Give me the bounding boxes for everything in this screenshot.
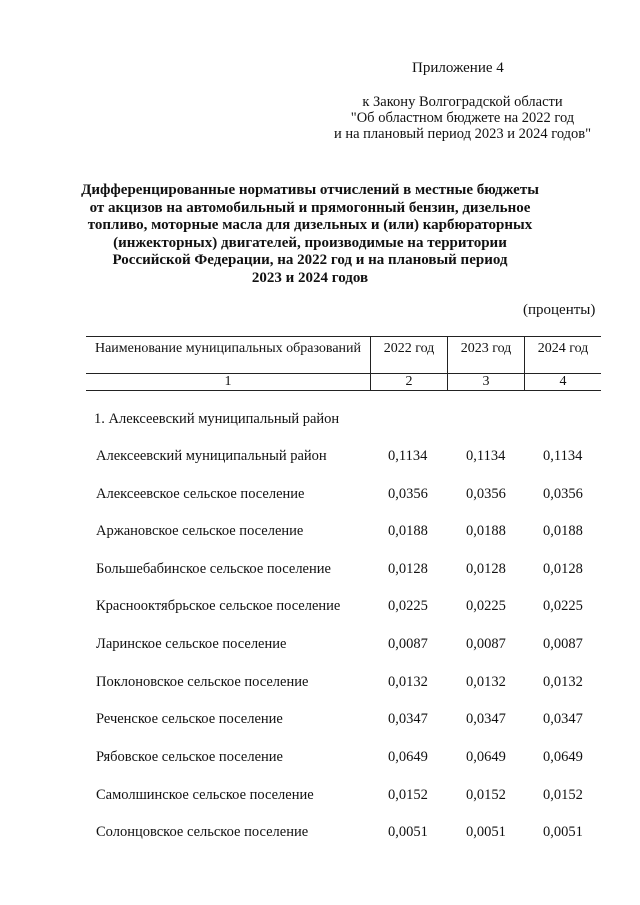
value-2022: 0,0356 (388, 486, 428, 502)
value-2023: 0,1134 (466, 448, 506, 464)
column-header-2024: 2024 год (525, 337, 602, 374)
column-number: 1 (86, 374, 371, 391)
value-2022: 0,0225 (388, 598, 428, 614)
value-2023: 0,0225 (466, 598, 506, 614)
column-number: 3 (448, 374, 525, 391)
value-2023: 0,0132 (466, 674, 506, 690)
value-2024: 0,0649 (543, 749, 583, 765)
value-2022: 0,0188 (388, 523, 428, 539)
row-name: Алексеевский муниципальный район (96, 448, 327, 464)
value-2022: 0,0051 (388, 824, 428, 840)
row-name: Солонцовское сельское поселение (96, 824, 309, 840)
title-line: Дифференцированные нормативы отчислений в местные бюджеты (81, 182, 539, 198)
column-number: 4 (525, 374, 602, 391)
column-header-2022: 2022 год (371, 337, 448, 374)
row-name: Большебабинское сельское поселение (96, 561, 331, 577)
law-reference (300, 94, 625, 142)
value-2024: 0,0132 (543, 674, 583, 690)
table-header (86, 336, 601, 391)
row-name: Алексеевское сельское поселение (96, 486, 305, 502)
row-name: Реченское сельское поселение (96, 711, 283, 727)
row-name: Поклоновское сельское поселение (96, 674, 309, 690)
value-2024: 0,0128 (543, 561, 583, 577)
value-2024: 0,0347 (543, 711, 583, 727)
value-2023: 0,0152 (466, 787, 506, 803)
title-line: 2023 и 2024 годов (251, 269, 369, 286)
value-2022: 0,0152 (388, 787, 428, 803)
row-name: Рябовское сельское поселение (96, 749, 283, 765)
value-2022: 0,0087 (388, 636, 428, 652)
law-line: и на плановый период 2023 и 2024 годов" (333, 126, 592, 142)
value-2023: 0,0356 (466, 486, 506, 502)
title-line: (инжекторных) двигателей, производимые на территории (113, 234, 507, 251)
value-2023: 0,0649 (466, 749, 506, 765)
value-2024: 0,0356 (543, 486, 583, 502)
title-line: Российской Федерации, на 2022 год и на плановый период (112, 252, 508, 268)
column-header-2023: 2023 год (448, 337, 525, 374)
value-2024: 0,0087 (543, 636, 583, 652)
value-2022: 0,0347 (388, 711, 428, 727)
value-2023: 0,0087 (466, 636, 506, 652)
row-name: Аржановское сельское поселение (96, 523, 304, 539)
value-2022: 0,0649 (388, 749, 428, 765)
value-2022: 0,1134 (388, 448, 428, 464)
value-2023: 0,0051 (466, 824, 506, 840)
value-2024: 0,1134 (543, 448, 583, 464)
column-header-name: Наименование муниципальных образований (86, 337, 371, 374)
row-name: Краснооктябрьское сельское поселение (96, 598, 341, 614)
column-number: 2 (371, 374, 448, 391)
value-2024: 0,0051 (543, 824, 583, 840)
value-2022: 0,0132 (388, 674, 428, 690)
value-2023: 0,0128 (466, 561, 506, 577)
unit-note: (проценты) (523, 302, 596, 318)
row-name: Ларинское сельское поселение (96, 636, 287, 652)
value-2022: 0,0128 (388, 561, 428, 577)
value-2024: 0,0188 (543, 523, 583, 539)
appendix-label: Приложение 4 (412, 60, 504, 76)
section-title: 1. Алексеевский муниципальный район (94, 411, 340, 427)
law-line: к Закону Волгоградской области (362, 94, 563, 110)
title-line: от акцизов на автомобильный и прямогонный бензин, дизельное (89, 199, 531, 216)
document-title (60, 182, 560, 287)
law-line: "Об областном бюджете на 2022 год (350, 110, 575, 126)
value-2023: 0,0347 (466, 711, 506, 727)
value-2023: 0,0188 (466, 523, 506, 539)
value-2024: 0,0152 (543, 787, 583, 803)
row-name: Самолшинское сельское поселение (96, 787, 314, 803)
value-2024: 0,0225 (543, 598, 583, 614)
title-line: топливо, моторные масла для дизельных и (или) карбюраторных (87, 217, 533, 233)
